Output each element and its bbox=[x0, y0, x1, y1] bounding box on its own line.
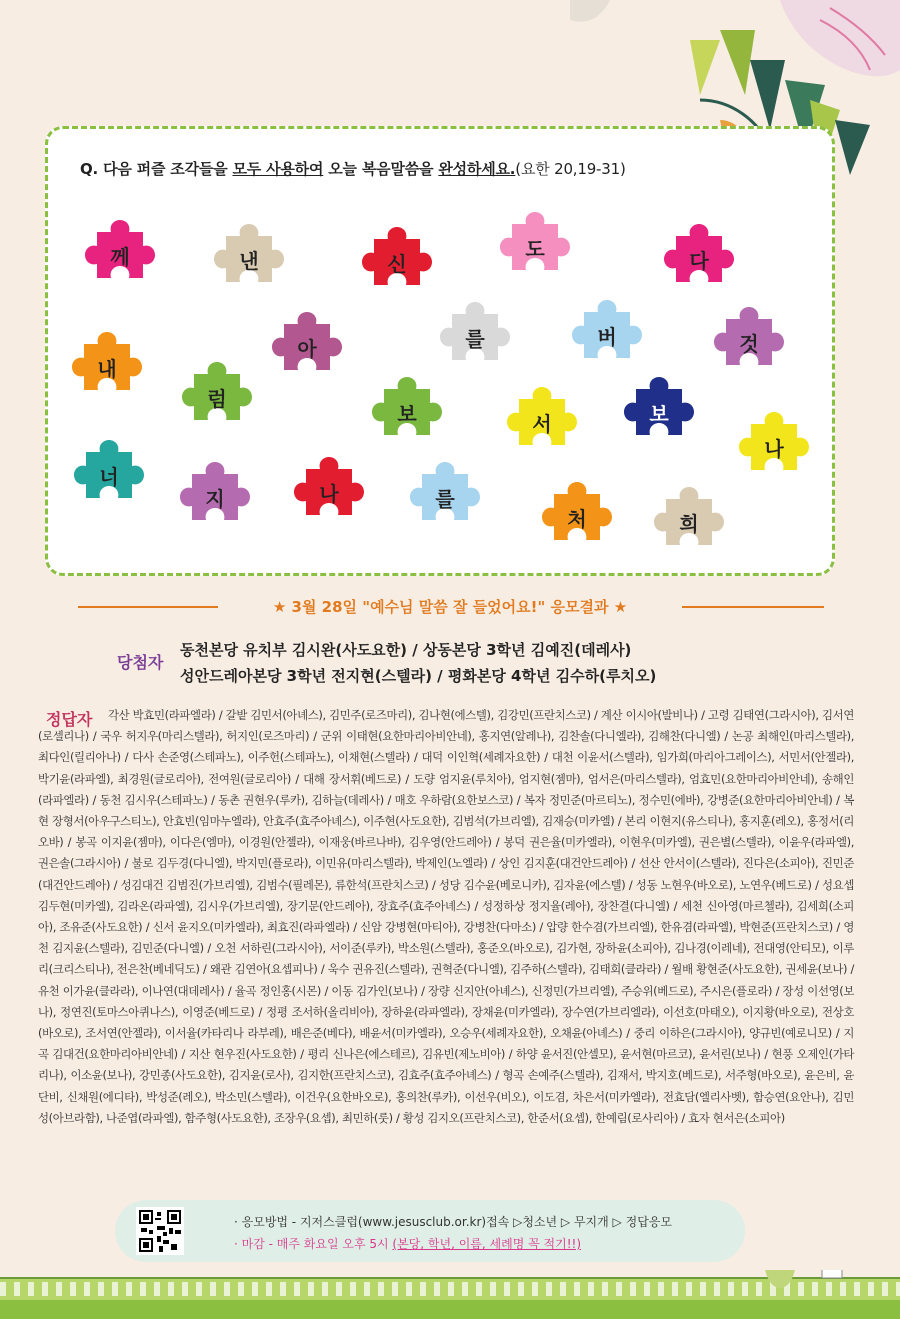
puzzle-piece-char: 처 bbox=[567, 506, 587, 531]
puzzle-piece-char: 나 bbox=[764, 436, 784, 461]
heading-line-left bbox=[78, 606, 218, 608]
puzzle-piece-char: 내 bbox=[97, 356, 117, 381]
answers-list: 각산 박효민(라파엘라) / 갈밭 김민서(아녜스), 김민주(로즈마리), 김나현(에스텔), 김강민(프란치스코) / 계산 이시아(발비나) / 고령 김태연(그라시아), 김서연(로셀리나) / 국우 허지우(마리스텔라), 허지인(로즈마리) / 군위 이태현(요한마리아비안네), 홍지연(알레나), 김찬솔(다니엘라), 김해찬(다니엘) / 논공 최해인(마리스텔라), 최다인(릴리아나) / 다사 손준영(스테파노), 이주헌(스테파노), 이채현(스텔라) / 대덕 이인혁(세례자요한) / 대천 이윤서(스텔라), 임가희(마리아그레이스), 서민서(안젤라), 박기윤(라파엘), 최경원(글로리아), 전여원(글로리아) / 대해 장서휘(베드로) / 도량 엄지윤(루치아), 엄지현(젬마), 엄서은(마리스텔라), 엄효민(요한마리아비안네), 송해인(라파엘라) / 동천 김시우(스테파노) / 동촌 권현우(루카), 김하늘(데레사) / 매호 우하람(요한보스코) / 복자 정민준(마르티노), 정수민(에바), 강병준(요한마리아비안네) / 복현 장형서(아우구스티노), 안효빈(임마누엘라), 안효주(효주아녜스), 이주현(사도요한), 김범석(가브리엘), 김재승(미카엘) / 본리 이현지(유스티나), 홍지훈(레오), 홍정서(리오바) / 봉곡 이지윤(젬마), 이다은(엠마), 이경원(안젤라), 이재웅(바르나바), 김우영(안드레아) / 봉덕 권은율(미카엘라), 이현우(미카엘), 권은별(스텔라), 이윤우(라파엘), 권은솔(그라시아) / 불로 김두경(다니엘), 박지민(플로라), 이민유(마리스텔라), 박제인(노엘라) / 상인 김지훈(대건안드레아) / 선산 안서이(스텔라), 진다은(소피아), 진민준(대건안드레아) / 성김대건 김범진(가브리엘), 김범수(필레몬), 류한석(프란치스코) / 성당 김수윤(베로니카), 김자윤(에스텔) / 성동 노현우(바오로), 노연우(베드로) / 성요셉 김두현(미카엘), 김라온(라파엘), 김시우(가브리엘), 장기문(안드레아), 장효주(효주아녜스) / 성정하상 정지율(레아), 장찬결(다니엘) / 세천 신아영(마르첼라), 김세희(소피아), 조유준(사도요한) / 신서 윤지오(미카엘라), 최효진(라파엘라) / 신암 강병현(마티아), 강병찬(다마소) / 압량 한수겸(가브리엘), 한유겸(라파엘), 박현준(프란치스코) / 영천 김지윤(스텔라), 김민준(다니엘) / 오천 서하린(그라시아), 서이준(루카), 박소원(스텔라), 홍준오(바오로), 김가현, 장하윤(소피아), 김나경(이레네), 전대영(안티모), 이루리(크리스티나), 전은찬(베네딕도) / 왜관 김연아(요셉피나) / 욱수 권유진(스텔라), 권혁준(다니엘), 김주하(스텔라), 김태희(클라라) / 월배 황현준(사도요한), 권세윤(보나) / 유천 이가윤(클라라), 이나연(대데레사) / 율곡 정인홍(시몬) / 이동 김가인(보나) / 장량 신지안(아녜스), 신정민(가브리엘), 주승위(베드로), 주시은(플로라) / 장성 이선영(보나), 정연진(토마스아퀴나스), 이영준(베드로) / 정평 조서하(올리비아), 장하윤(라파엘라), 장채윤(미카엘라), 장수연(가브리엘라), 이선호(마태오), 이지황(바오로), 전상호(바오로), 조서연(안젤라), 이서율(카타리나 라부레), 배은준(베다), 배윤서(미카엘라), 오승우(세례자요한), 오채윤(아녜스) / 중리 이하은(그라시아), 양규빈(예로니모) / 지곡 김대건(요한마리아비안네) / 지산 현우진(사도요한) / 평리 신나은(에스테르), 김유빈(제노비아) / 하양 윤서진(안셀모), 윤서현(마르코), 윤서린(보나) / 현풍 오제인(가타리나), 이소윤(보나), 강민종(사도요한), 김지윤(로사), 김지한(프란치스코), 김효주(효주아녜스) / 형곡 손예주(스텔라), 김재서, 박지호(베드로), 서주형(바오로), 윤은비, 윤단비, 신채원(에디타), 박성준(레오), 박소민(스텔라), 이건우(요한바오로), 홍의찬(루카), 이선우(비오), 이도겸, 차은서(미카엘라), 전효담(엘리사벳), 함승연(요안나), 김민성(아브라함), 나준엽(라파엘), 함주형(사도요한), 조장우(요셉), 최민하(룻) / 황성 김지오(프란치스코), 한준서(요셉), 한예림(로사리아) / 효자 현서은(소피아) bbox=[38, 708, 854, 1125]
deadline-text bbox=[234, 1235, 581, 1252]
question-prefix: Q. 다음 퍼즐 조각들을 bbox=[80, 160, 233, 178]
puzzle-piece-char: 를 bbox=[465, 326, 485, 351]
puzzle-piece-char: 보 bbox=[397, 401, 417, 426]
puzzle-piece-char: 나 bbox=[319, 481, 339, 506]
puzzle-piece-char: 도 bbox=[525, 236, 545, 261]
puzzle-piece bbox=[438, 300, 512, 374]
puzzle-piece bbox=[408, 460, 482, 534]
puzzle-piece-char: 버 bbox=[597, 324, 617, 349]
puzzle-piece bbox=[83, 218, 157, 292]
puzzle-piece-char: 지 bbox=[205, 486, 225, 511]
puzzle-piece bbox=[70, 330, 144, 404]
puzzle-piece bbox=[570, 298, 644, 372]
question-reference: (요한 20,19-31) bbox=[515, 160, 626, 178]
puzzle-piece bbox=[505, 385, 579, 459]
question-underlined-1: 모두 사용하여 bbox=[232, 160, 324, 178]
apply-method-text: · 응모방법 - 지저스클럽(www.jesusclub.or.kr)접속 ▷청소년 ▷ 무지개 ▷ 정답응모 bbox=[234, 1215, 672, 1229]
winners-list bbox=[180, 637, 656, 689]
puzzle-piece bbox=[292, 455, 366, 529]
qr-code-icon[interactable] bbox=[136, 1207, 184, 1255]
winners-line-2: 성안드레아본당 3학년 전지현(스텔라) / 평화본당 4학년 김수하(루치오) bbox=[180, 667, 657, 685]
puzzle-piece-char: 를 bbox=[435, 486, 455, 511]
deadline-note: (본당, 학년, 이름, 세례명 꼭 적기!!) bbox=[392, 1237, 582, 1251]
puzzle-piece bbox=[180, 360, 254, 434]
question-underlined-2: 완성하세요. bbox=[438, 160, 516, 178]
puzzle-piece-char: 너 bbox=[99, 464, 119, 489]
puzzle-piece-char: 서 bbox=[532, 411, 552, 436]
puzzle-piece bbox=[72, 438, 146, 512]
puzzle-piece bbox=[178, 460, 252, 534]
result-title-text: ★ 3월 28일 "예수님 말씀 잘 들었어요!" 응모결과 ★ bbox=[272, 598, 628, 616]
puzzle-piece bbox=[652, 485, 726, 559]
puzzle-piece-char: 아 bbox=[297, 336, 317, 361]
puzzle-piece bbox=[360, 225, 434, 299]
deadline-prefix: · 마감 - 매주 화요일 오후 5시 bbox=[234, 1237, 393, 1251]
puzzle-piece-char: 신 bbox=[387, 251, 407, 276]
answers-label: 정답자 bbox=[46, 710, 93, 729]
puzzle-piece bbox=[712, 305, 786, 379]
puzzle-piece-char: 다 bbox=[689, 248, 709, 273]
info-box bbox=[115, 1200, 745, 1262]
puzzle-piece bbox=[737, 410, 811, 484]
result-heading bbox=[0, 596, 900, 617]
question-middle: 오늘 복음말씀을 bbox=[323, 160, 439, 178]
puzzle-piece-char: 보 bbox=[649, 401, 669, 426]
puzzle-piece bbox=[540, 480, 614, 554]
winners-label: 당첨자 bbox=[117, 653, 164, 672]
puzzle-piece bbox=[622, 375, 696, 449]
puzzle-piece-char: 것 bbox=[739, 331, 759, 356]
puzzle-piece bbox=[370, 375, 444, 449]
puzzle-piece bbox=[662, 222, 736, 296]
winners-line-1: 동천본당 유치부 김시완(사도요한) / 상동본당 3학년 김예진(데레사) bbox=[180, 641, 632, 659]
puzzle-piece bbox=[498, 210, 572, 284]
puzzle-piece-char: 낸 bbox=[239, 248, 259, 273]
heading-line-right bbox=[682, 606, 824, 608]
ground-decoration bbox=[0, 1270, 900, 1319]
puzzle-piece-char: 희 bbox=[679, 511, 699, 536]
puzzle-piece bbox=[270, 310, 344, 384]
puzzle-piece-char: 럼 bbox=[207, 386, 227, 411]
question-text bbox=[80, 158, 626, 179]
puzzle-piece bbox=[212, 222, 286, 296]
puzzle-piece-char: 께 bbox=[110, 244, 130, 269]
